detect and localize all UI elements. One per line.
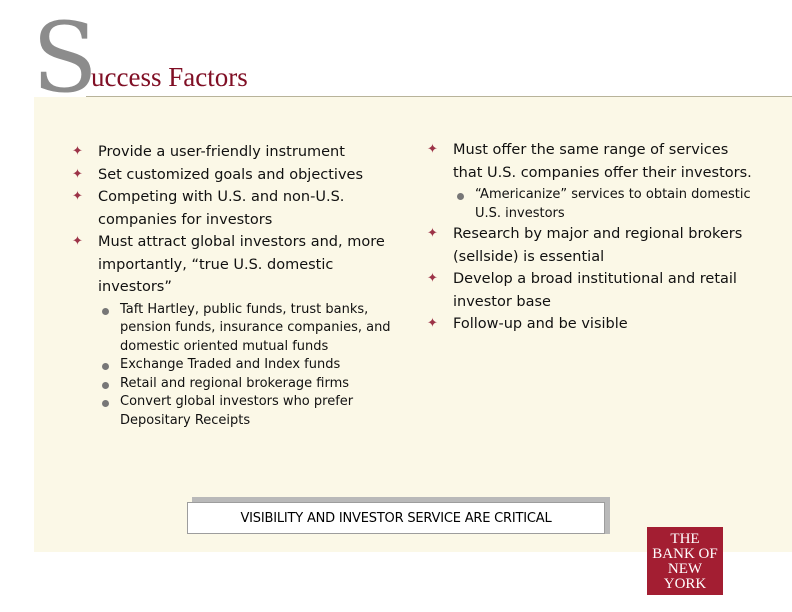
left-column — [72, 141, 402, 430]
bullet-item — [72, 164, 402, 187]
dot-bullet-icon — [102, 400, 109, 407]
sub-bullet-text: Taft Hartley, public funds, trust banks, pension funds, insurance companies, and domestic oriented mutual funds — [120, 301, 391, 354]
sub-bullet-item — [98, 301, 402, 357]
bullet-text: Must attract global investors and, more importantly, “true U.S. domestic investors” — [98, 234, 385, 295]
logo-line-4: YORK — [663, 576, 707, 592]
sub-bullet-text: Exchange Traded and Index funds — [120, 357, 341, 372]
bullet-text: Must offer the same range of services that U.S. companies offer their investors. — [453, 142, 752, 181]
dot-bullet-icon — [102, 363, 109, 370]
diamond-bullet-icon: ✦ — [72, 144, 83, 159]
diamond-bullet-icon: ✦ — [427, 142, 438, 157]
dot-bullet-icon — [102, 308, 109, 315]
bank-of-new-york-logo — [647, 527, 723, 595]
title-initial: S — [32, 2, 98, 114]
bullet-item — [427, 313, 752, 336]
sub-bullet-text: “Americanize” services to obtain domestic U.S. investors — [475, 187, 751, 221]
diamond-bullet-icon: ✦ — [427, 316, 438, 331]
bullet-item — [427, 139, 752, 223]
bullet-text: Follow-up and be visible — [453, 316, 628, 332]
bullet-text: Set customized goals and objectives — [98, 166, 364, 183]
bullet-text: Provide a user-friendly instrument — [98, 144, 345, 160]
sub-bullet-item — [98, 375, 402, 394]
sub-bullet-text: Convert global investors who prefer Depositary Receipts — [120, 394, 354, 428]
bullet-text: Research by major and regional brokers (sellside) is essential — [453, 226, 743, 265]
sub-bullet-item — [98, 393, 402, 430]
diamond-bullet-icon: ✦ — [72, 189, 83, 204]
diamond-bullet-icon: ✦ — [427, 271, 438, 286]
sub-bullet-text: Retail and regional brokerage firms — [120, 375, 350, 391]
diamond-bullet-icon: ✦ — [72, 234, 83, 249]
bullet-text: Develop a broad institutional and retail investor base — [453, 271, 737, 310]
diamond-bullet-icon: ✦ — [427, 226, 438, 241]
logo-line-3: NEW — [667, 561, 703, 577]
bullet-item — [72, 231, 402, 430]
right-column — [427, 139, 752, 336]
logo-line-1: THE — [670, 531, 700, 547]
sub-bullet-item — [453, 186, 752, 223]
dot-bullet-icon — [457, 193, 464, 200]
bullet-item — [427, 268, 752, 313]
bullet-text: Competing with U.S. and non-U.S. companies for investors — [98, 189, 345, 228]
bullet-item — [427, 223, 752, 268]
page-title: uccess Factors — [91, 62, 248, 92]
callout-box: VISIBILITY AND INVESTOR SERVICE ARE CRITICAL — [187, 502, 605, 534]
sub-bullet-item — [98, 356, 402, 375]
diamond-bullet-icon: ✦ — [72, 166, 83, 182]
bullet-item — [72, 186, 402, 231]
dot-bullet-icon — [102, 382, 109, 389]
bullet-item — [72, 141, 402, 164]
title-rule — [86, 96, 792, 97]
logo-line-2: BANK OF — [652, 546, 718, 562]
